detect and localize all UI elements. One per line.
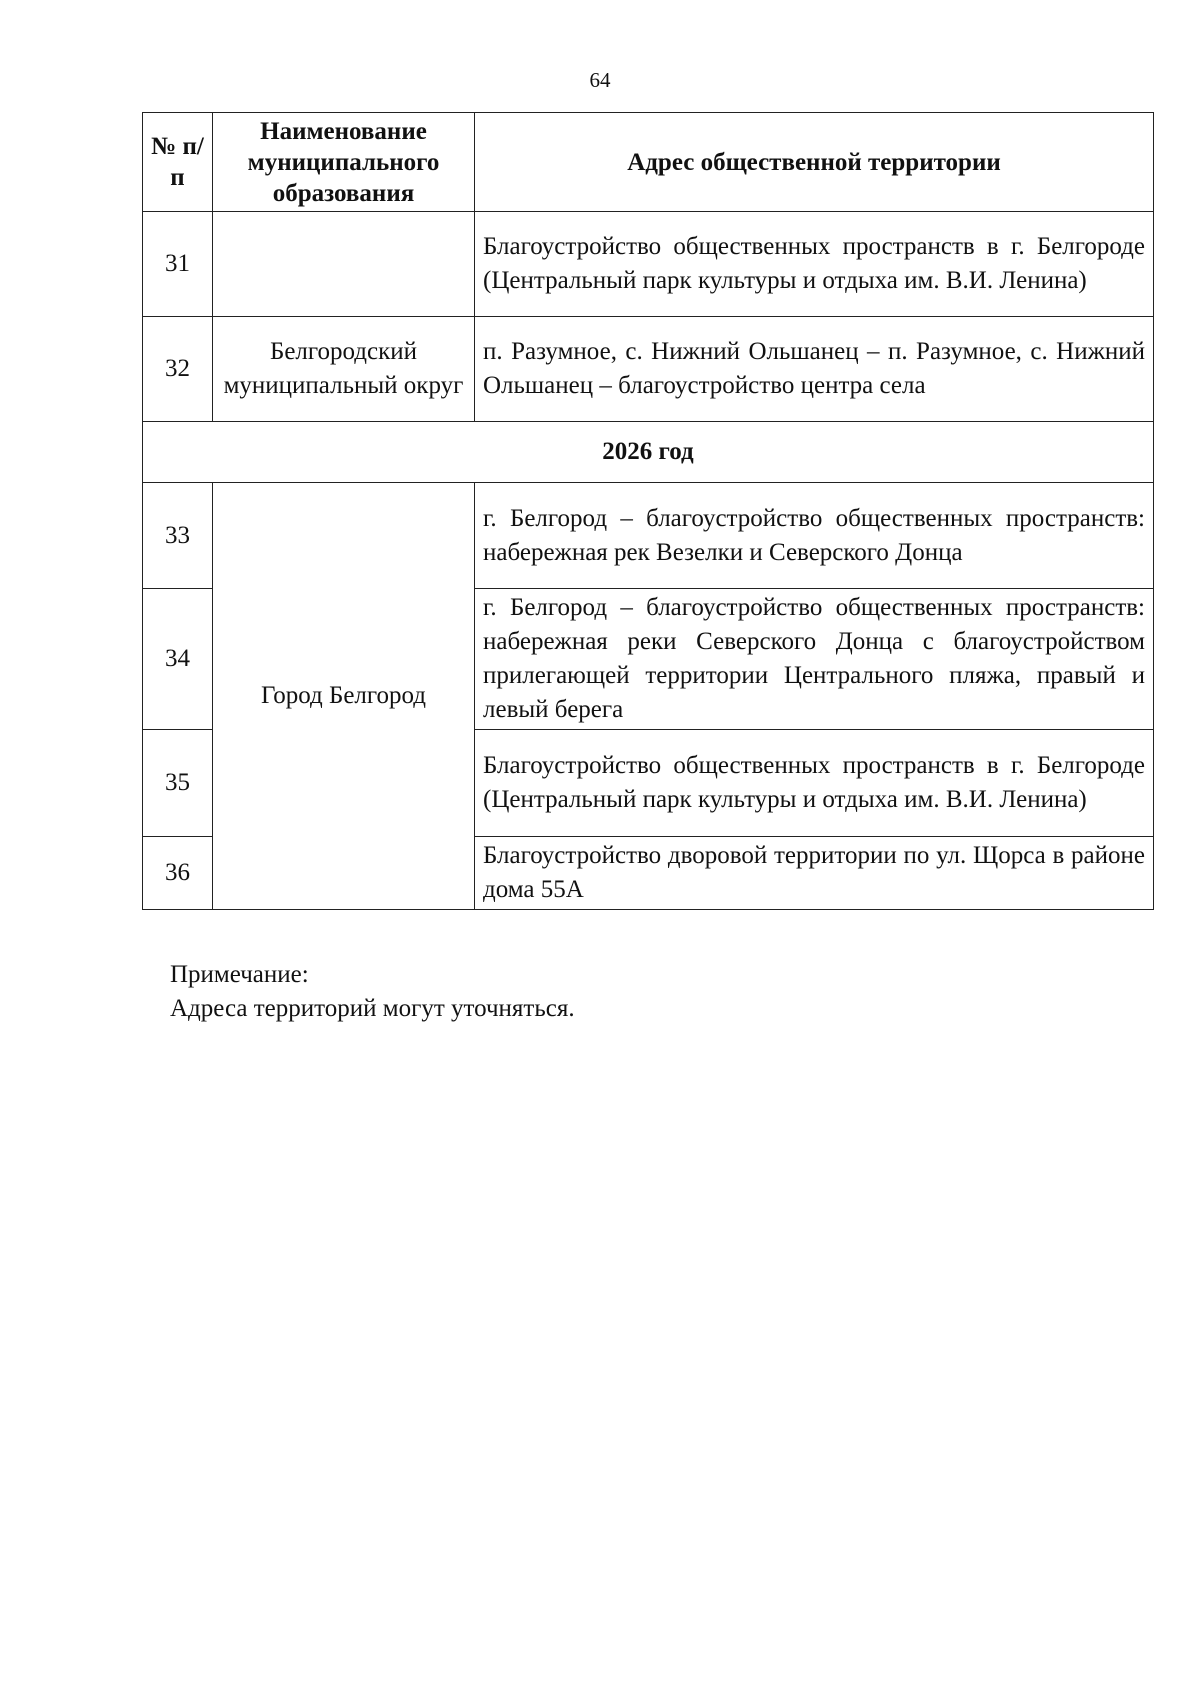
row-number: 35 [143,730,213,837]
row-address: Благоустройство дворовой территории по ул. Щорса в районе дома 55А [475,837,1154,910]
table-row [143,483,1154,589]
table-header-row [143,113,1154,212]
note-block [170,958,575,1026]
row-address: п. Разумное, с. Нижний Ольшанец – п. Разумное, с. Нижний Ольшанец – благоустройство центра села [475,317,1154,422]
row-number: 31 [143,212,213,317]
table-row [143,212,1154,317]
row-number: 33 [143,483,213,589]
row-address: Благоустройство общественных пространств в г. Белгороде (Центральный парк культуры и отдыха им. В.И. Ленина) [475,212,1154,317]
note-title: Примечание: [170,961,309,988]
row-number: 34 [143,589,213,730]
row-municipality: Белгородский муниципальный округ [213,317,475,422]
row-address: Благоустройство общественных пространств в г. Белгороде (Центральный парк культуры и отдыха им. В.И. Ленина) [475,730,1154,837]
row-number: 32 [143,317,213,422]
row-number: 36 [143,837,213,910]
page-number: 64 [589,68,611,92]
year-label: 2026 год [143,422,1154,483]
row-address: г. Белгород – благоустройство общественных пространств: набережная рек Везелки и Северского Донца [475,483,1154,589]
header-municipality: Наименование муниципального образования [213,113,475,212]
row-address: г. Белгород – благоустройство общественных пространств: набережная реки Северского Донца с благоустройством прилегающей территории Центрального пляжа, правый и левый берега [475,589,1154,730]
header-num: № п/п [143,113,213,212]
row-municipality [213,212,475,317]
merged-municipality: Город Белгород [213,483,475,910]
year-row [143,422,1154,483]
note-text: Адреса территорий могут уточняться. [170,995,575,1022]
territories-table [142,112,1154,910]
header-address: Адрес общественной территории [475,113,1154,212]
table-row [143,317,1154,422]
